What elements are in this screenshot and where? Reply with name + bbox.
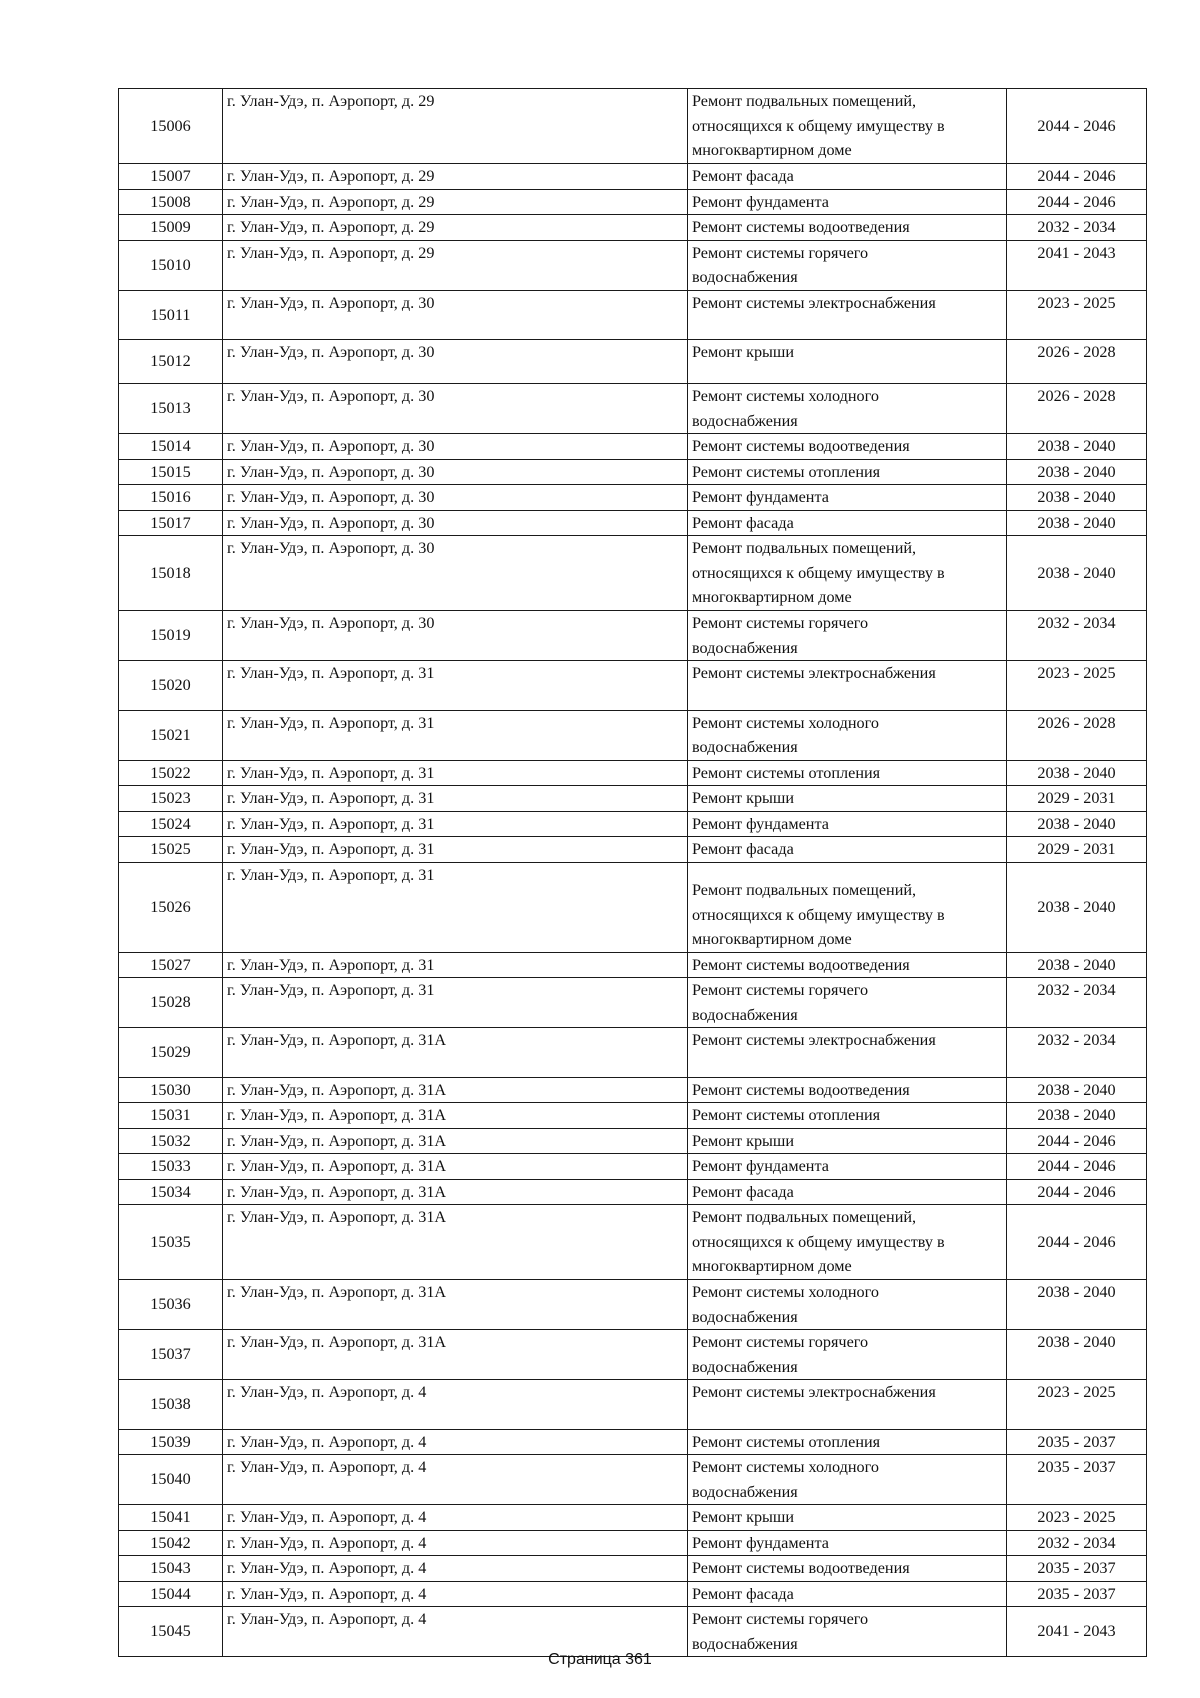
row-address: г. Улан-Удэ, п. Аэропорт, д. 29: [223, 215, 688, 241]
row-address: г. Улан-Удэ, п. Аэропорт, д. 31А: [223, 1280, 688, 1330]
row-number: 15029: [119, 1028, 223, 1078]
row-number: 15043: [119, 1556, 223, 1582]
work-type-line: Ремонт фундамента: [692, 488, 829, 506]
work-type-line: Ремонт системы горячего: [692, 614, 869, 632]
table-row: [119, 611, 1147, 661]
row-work-type: [688, 611, 1007, 661]
work-type-line: водоснабжения: [692, 1634, 798, 1653]
row-work-type: [688, 485, 1007, 511]
row-address: г. Улан-Удэ, п. Аэропорт, д. 31: [223, 978, 688, 1028]
work-type-line: относящихся к общему имуществу в: [692, 1232, 945, 1251]
work-type-line: Ремонт системы водоотведения: [692, 1080, 910, 1099]
table-row: [119, 661, 1147, 711]
work-type-line: Ремонт фундамента: [692, 1157, 829, 1175]
work-type-line: Ремонт подвальных помещений,: [692, 539, 917, 558]
row-address: г. Улан-Удэ, п. Аэропорт, д. 4: [223, 1429, 688, 1455]
row-period: 2044 - 2046: [1007, 164, 1147, 190]
table-row: [119, 952, 1147, 978]
row-number: 15032: [119, 1128, 223, 1154]
row-period: 2044 - 2046: [1007, 1179, 1147, 1205]
table-row: [119, 240, 1147, 290]
row-address: г. Улан-Удэ, п. Аэропорт, д. 4: [223, 1455, 688, 1505]
row-work-type: [688, 1205, 1007, 1280]
row-work-type: [688, 978, 1007, 1028]
work-type-line: Ремонт системы холодного: [692, 1283, 879, 1301]
row-number: 15024: [119, 811, 223, 837]
row-number: 15018: [119, 536, 223, 611]
row-number: 15011: [119, 290, 223, 340]
work-type-line: Ремонт крыши: [692, 789, 795, 807]
row-period: 2032 - 2034: [1007, 215, 1147, 241]
row-work-type: [688, 1330, 1007, 1380]
row-number: 15023: [119, 786, 223, 812]
row-number: 15026: [119, 862, 223, 952]
row-number: 15007: [119, 164, 223, 190]
work-type-line: Ремонт фундамента: [692, 814, 829, 833]
row-address: г. Улан-Удэ, п. Аэропорт, д. 31А: [223, 1205, 688, 1280]
row-period: 2023 - 2025: [1007, 1505, 1147, 1531]
work-type-line: водоснабжения: [692, 1005, 798, 1024]
row-work-type: [688, 536, 1007, 611]
work-type-line: Ремонт системы холодного: [692, 387, 879, 405]
work-type-line: Ремонт системы водоотведения: [692, 955, 910, 974]
row-period: 2035 - 2037: [1007, 1581, 1147, 1607]
table-row: [119, 1128, 1147, 1154]
table-row: [119, 485, 1147, 511]
row-period: 2032 - 2034: [1007, 611, 1147, 661]
work-type-line: Ремонт крыши: [692, 343, 795, 361]
work-type-line: Ремонт фасада: [692, 167, 794, 185]
row-period: 2035 - 2037: [1007, 1429, 1147, 1455]
row-work-type: [688, 434, 1007, 460]
row-number: 15042: [119, 1530, 223, 1556]
work-type-line: Ремонт фасада: [692, 513, 794, 532]
row-number: 15044: [119, 1581, 223, 1607]
row-period: 2026 - 2028: [1007, 340, 1147, 384]
page-number: Страница 361: [548, 1651, 652, 1668]
row-work-type: [688, 189, 1007, 215]
row-work-type: [688, 1280, 1007, 1330]
row-period: 2041 - 2043: [1007, 1607, 1147, 1657]
row-number: 15040: [119, 1455, 223, 1505]
row-work-type: [688, 1154, 1007, 1180]
table-row: [119, 1077, 1147, 1103]
work-type-line: Ремонт системы отопления: [692, 462, 881, 481]
row-address: г. Улан-Удэ, п. Аэропорт, д. 31: [223, 837, 688, 863]
row-address: г. Улан-Удэ, п. Аэропорт, д. 31А: [223, 1154, 688, 1180]
row-number: 15006: [119, 89, 223, 164]
work-type-line: Ремонт системы водоотведения: [692, 1559, 910, 1577]
row-work-type: [688, 710, 1007, 760]
row-number: 15019: [119, 611, 223, 661]
row-work-type: [688, 1077, 1007, 1103]
table-row: [119, 164, 1147, 190]
row-number: 15045: [119, 1607, 223, 1657]
row-number: 15021: [119, 710, 223, 760]
work-type-line: многоквартирном доме: [692, 930, 852, 948]
row-period: 2044 - 2046: [1007, 89, 1147, 164]
work-type-line: водоснабжения: [692, 1482, 798, 1501]
row-address: г. Улан-Удэ, п. Аэропорт, д. 31А: [223, 1179, 688, 1205]
table-row: [119, 340, 1147, 384]
row-work-type: [688, 1128, 1007, 1154]
work-type-line: Ремонт фасада: [692, 1182, 794, 1201]
table-row: [119, 1581, 1147, 1607]
row-number: 15025: [119, 837, 223, 863]
work-type-line: Ремонт системы горячего: [692, 981, 869, 999]
row-address: г. Улан-Удэ, п. Аэропорт, д. 4: [223, 1380, 688, 1430]
row-number: 15015: [119, 459, 223, 485]
row-address: г. Улан-Удэ, п. Аэропорт, д. 30: [223, 340, 688, 384]
row-period: 2038 - 2040: [1007, 536, 1147, 611]
row-address: г. Улан-Удэ, п. Аэропорт, д. 30: [223, 485, 688, 511]
table-row: [119, 434, 1147, 460]
row-address: г. Улан-Удэ, п. Аэропорт, д. 29: [223, 240, 688, 290]
row-period: 2029 - 2031: [1007, 786, 1147, 812]
row-number: 15038: [119, 1380, 223, 1430]
work-type-line: Ремонт системы электроснабжения: [692, 1031, 936, 1049]
work-type-line: Ремонт системы водоотведения: [692, 218, 910, 236]
work-type-line: многоквартирном доме: [692, 141, 852, 160]
row-work-type: [688, 811, 1007, 837]
work-type-line: Ремонт фундамента: [692, 1533, 829, 1552]
work-type-line: Ремонт системы отопления: [692, 1432, 881, 1451]
table-row: [119, 215, 1147, 241]
row-address: г. Улан-Удэ, п. Аэропорт, д. 31А: [223, 1028, 688, 1078]
table-row: [119, 1455, 1147, 1505]
row-work-type: [688, 240, 1007, 290]
row-period: 2038 - 2040: [1007, 459, 1147, 485]
row-work-type: [688, 1429, 1007, 1455]
table-row: [119, 1607, 1147, 1657]
row-work-type: [688, 1028, 1007, 1078]
work-type-line: многоквартирном доме: [692, 1257, 852, 1276]
row-number: 15035: [119, 1205, 223, 1280]
table-row: [119, 1556, 1147, 1582]
row-address: г. Улан-Удэ, п. Аэропорт, д. 29: [223, 164, 688, 190]
row-address: г. Улан-Удэ, п. Аэропорт, д. 4: [223, 1581, 688, 1607]
row-work-type: [688, 760, 1007, 786]
table-row: [119, 1505, 1147, 1531]
table-row: [119, 510, 1147, 536]
row-number: 15036: [119, 1280, 223, 1330]
row-period: 2023 - 2025: [1007, 290, 1147, 340]
row-work-type: [688, 89, 1007, 164]
row-period: 2044 - 2046: [1007, 1154, 1147, 1180]
table-row: [119, 786, 1147, 812]
row-address: г. Улан-Удэ, п. Аэропорт, д. 30: [223, 290, 688, 340]
row-address: г. Улан-Удэ, п. Аэропорт, д. 31: [223, 862, 688, 952]
work-type-line: водоснабжения: [692, 268, 798, 286]
work-type-line: Ремонт системы электроснабжения: [692, 1383, 936, 1401]
table-row: [119, 1530, 1147, 1556]
work-type-line: Ремонт системы горячего: [692, 1610, 869, 1628]
row-period: 2035 - 2037: [1007, 1455, 1147, 1505]
row-work-type: [688, 952, 1007, 978]
row-address: г. Улан-Удэ, п. Аэропорт, д. 4: [223, 1505, 688, 1531]
row-address: г. Улан-Удэ, п. Аэропорт, д. 31: [223, 952, 688, 978]
row-work-type: [688, 384, 1007, 434]
row-address: г. Улан-Удэ, п. Аэропорт, д. 31: [223, 811, 688, 837]
table-row: [119, 1429, 1147, 1455]
work-type-line: Ремонт подвальных помещений,: [692, 1208, 917, 1227]
row-period: 2023 - 2025: [1007, 1380, 1147, 1430]
row-address: г. Улан-Удэ, п. Аэропорт, д. 4: [223, 1556, 688, 1582]
row-period: 2032 - 2034: [1007, 1530, 1147, 1556]
table-row: [119, 862, 1147, 952]
row-period: 2035 - 2037: [1007, 1556, 1147, 1582]
row-address: г. Улан-Удэ, п. Аэропорт, д. 31А: [223, 1077, 688, 1103]
row-number: 15027: [119, 952, 223, 978]
row-period: 2032 - 2034: [1007, 1028, 1147, 1078]
work-type-line: водоснабжения: [692, 411, 798, 430]
work-type-line: Ремонт фасада: [692, 1584, 794, 1603]
row-period: 2044 - 2046: [1007, 189, 1147, 215]
row-address: г. Улан-Удэ, п. Аэропорт, д. 31А: [223, 1103, 688, 1129]
work-type-line: Ремонт системы отопления: [692, 1106, 881, 1124]
row-period: 2038 - 2040: [1007, 485, 1147, 511]
row-work-type: [688, 164, 1007, 190]
row-work-type: [688, 1103, 1007, 1129]
work-type-line: Ремонт системы водоотведения: [692, 437, 910, 455]
work-type-line: относящихся к общему имуществу в: [692, 116, 945, 135]
row-number: 15022: [119, 760, 223, 786]
row-work-type: [688, 459, 1007, 485]
row-work-type: [688, 837, 1007, 863]
work-type-line: Ремонт крыши: [692, 1131, 795, 1150]
row-work-type: [688, 1556, 1007, 1582]
table-row: [119, 760, 1147, 786]
work-type-line: Ремонт системы электроснабжения: [692, 293, 936, 312]
row-period: 2038 - 2040: [1007, 1103, 1147, 1129]
work-type-line: многоквартирном доме: [692, 588, 852, 607]
row-period: 2044 - 2046: [1007, 1205, 1147, 1280]
row-work-type: [688, 1455, 1007, 1505]
table-row: [119, 811, 1147, 837]
work-type-line: относящихся к общему имуществу в: [692, 563, 945, 582]
row-address: г. Улан-Удэ, п. Аэропорт, д. 29: [223, 189, 688, 215]
row-period: 2026 - 2028: [1007, 384, 1147, 434]
work-type-line: Ремонт системы холодного: [692, 713, 879, 732]
work-type-line: Ремонт системы горячего: [692, 243, 869, 262]
row-work-type: [688, 340, 1007, 384]
table-row: [119, 1154, 1147, 1180]
row-work-type: [688, 510, 1007, 536]
row-work-type: [688, 1179, 1007, 1205]
row-period: 2038 - 2040: [1007, 434, 1147, 460]
row-period: 2026 - 2028: [1007, 710, 1147, 760]
row-address: г. Улан-Удэ, п. Аэропорт, д. 30: [223, 611, 688, 661]
row-period: 2044 - 2046: [1007, 1128, 1147, 1154]
row-number: 15014: [119, 434, 223, 460]
work-type-line: водоснабжения: [692, 1307, 798, 1326]
table-row: [119, 384, 1147, 434]
table-row: [119, 189, 1147, 215]
work-type-line: Ремонт подвальных помещений,: [692, 881, 917, 899]
row-address: г. Улан-Удэ, п. Аэропорт, д. 30: [223, 384, 688, 434]
row-period: 2032 - 2034: [1007, 978, 1147, 1028]
table-row: [119, 1103, 1147, 1129]
row-number: 15013: [119, 384, 223, 434]
work-type-line: Ремонт системы электроснабжения: [692, 664, 936, 682]
row-number: 15008: [119, 189, 223, 215]
row-period: 2038 - 2040: [1007, 952, 1147, 978]
row-number: 15028: [119, 978, 223, 1028]
row-address: г. Улан-Удэ, п. Аэропорт, д. 4: [223, 1607, 688, 1657]
row-number: 15031: [119, 1103, 223, 1129]
table-row: [119, 1028, 1147, 1078]
row-number: 15009: [119, 215, 223, 241]
row-period: 2038 - 2040: [1007, 1280, 1147, 1330]
table-row: [119, 1330, 1147, 1380]
work-type-line: Ремонт системы отопления: [692, 763, 881, 782]
work-type-line: относящихся к общему имуществу в: [692, 905, 945, 924]
row-number: 15039: [119, 1429, 223, 1455]
row-address: г. Улан-Удэ, п. Аэропорт, д. 30: [223, 459, 688, 485]
row-period: 2038 - 2040: [1007, 1077, 1147, 1103]
table-row: [119, 459, 1147, 485]
row-period: 2029 - 2031: [1007, 837, 1147, 863]
row-address: г. Улан-Удэ, п. Аэропорт, д. 30: [223, 536, 688, 611]
works-schedule-body: [119, 89, 1147, 1657]
work-type-line: Ремонт системы холодного: [692, 1458, 879, 1476]
table-row: [119, 1380, 1147, 1430]
works-schedule-table: [118, 88, 1147, 1657]
table-row: [119, 290, 1147, 340]
row-work-type: [688, 290, 1007, 340]
work-type-line: водоснабжения: [692, 738, 798, 756]
row-period: 2041 - 2043: [1007, 240, 1147, 290]
row-period: 2038 - 2040: [1007, 760, 1147, 786]
row-period: 2038 - 2040: [1007, 811, 1147, 837]
work-type-line: Ремонт фасада: [692, 840, 794, 858]
table-row: [119, 710, 1147, 760]
row-work-type: [688, 1530, 1007, 1556]
table-row: [119, 837, 1147, 863]
row-number: 15012: [119, 340, 223, 384]
row-work-type: [688, 661, 1007, 711]
table-row: [119, 978, 1147, 1028]
row-number: 15030: [119, 1077, 223, 1103]
row-address: г. Улан-Удэ, п. Аэропорт, д. 29: [223, 89, 688, 164]
row-number: 15017: [119, 510, 223, 536]
row-address: г. Улан-Удэ, п. Аэропорт, д. 30: [223, 434, 688, 460]
row-number: 15016: [119, 485, 223, 511]
work-type-line: водоснабжения: [692, 638, 798, 657]
table-row: [119, 1179, 1147, 1205]
row-work-type: [688, 786, 1007, 812]
row-address: г. Улан-Удэ, п. Аэропорт, д. 31: [223, 710, 688, 760]
row-address: г. Улан-Удэ, п. Аэропорт, д. 31А: [223, 1128, 688, 1154]
row-work-type: [688, 215, 1007, 241]
work-type-line: Ремонт подвальных помещений,: [692, 92, 917, 111]
row-work-type: [688, 862, 1007, 952]
work-type-line: Ремонт крыши: [692, 1508, 795, 1526]
row-address: г. Улан-Удэ, п. Аэропорт, д. 4: [223, 1530, 688, 1556]
work-type-line: водоснабжения: [692, 1357, 798, 1376]
row-number: 15033: [119, 1154, 223, 1180]
row-number: 15037: [119, 1330, 223, 1380]
row-work-type: [688, 1505, 1007, 1531]
row-address: г. Улан-Удэ, п. Аэропорт, д. 31: [223, 661, 688, 711]
table-row: [119, 1205, 1147, 1280]
row-work-type: [688, 1607, 1007, 1657]
row-number: 15034: [119, 1179, 223, 1205]
table-row: [119, 536, 1147, 611]
work-type-line: Ремонт фундамента: [692, 192, 829, 211]
row-period: 2038 - 2040: [1007, 1330, 1147, 1380]
row-period: 2038 - 2040: [1007, 862, 1147, 952]
work-type-line: Ремонт системы горячего: [692, 1333, 869, 1351]
row-address: г. Улан-Удэ, п. Аэропорт, д. 31: [223, 786, 688, 812]
row-period: 2038 - 2040: [1007, 510, 1147, 536]
table-row: [119, 89, 1147, 164]
row-period: 2023 - 2025: [1007, 661, 1147, 711]
row-address: г. Улан-Удэ, п. Аэропорт, д. 31: [223, 760, 688, 786]
row-number: 15010: [119, 240, 223, 290]
row-number: 15041: [119, 1505, 223, 1531]
table-row: [119, 1280, 1147, 1330]
row-address: г. Улан-Удэ, п. Аэропорт, д. 30: [223, 510, 688, 536]
row-work-type: [688, 1380, 1007, 1430]
row-number: 15020: [119, 661, 223, 711]
row-work-type: [688, 1581, 1007, 1607]
row-address: г. Улан-Удэ, п. Аэропорт, д. 31А: [223, 1330, 688, 1380]
